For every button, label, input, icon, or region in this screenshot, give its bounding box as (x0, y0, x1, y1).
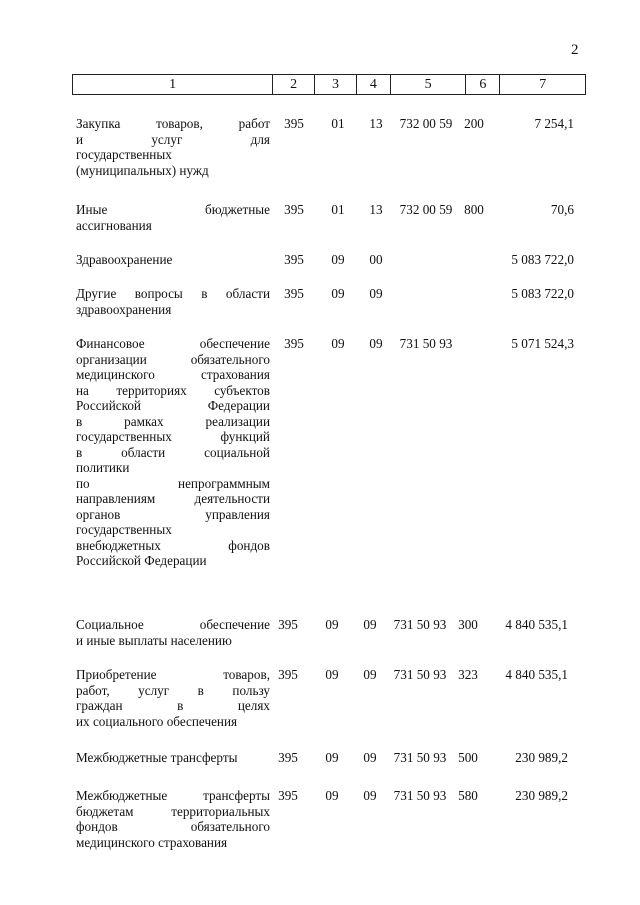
row-description (76, 617, 270, 648)
description-line: на территориях субъектов (76, 382, 270, 398)
description-line: и услуг для (76, 131, 270, 147)
cell-c4: 09 (363, 788, 377, 803)
description-line: Закупка товаров, работ (76, 116, 270, 131)
description-line: Приобретение товаров, (76, 667, 270, 682)
cell-c3: 09 (331, 286, 345, 301)
description-line: (муниципальных) нужд (76, 162, 209, 178)
header-col-1: 1 (73, 75, 273, 94)
description-line: их социального обеспечения (76, 713, 238, 729)
cell-c3: 09 (331, 252, 345, 267)
table-header (72, 74, 586, 95)
description-line: по непрограммным (76, 475, 270, 491)
cell-c4: 09 (369, 336, 383, 351)
cell-c4: 00 (369, 252, 383, 267)
cell-c6: 500 (458, 750, 478, 765)
cell-c7: 230 989,2 (515, 750, 568, 765)
header-col-3: 3 (315, 75, 357, 94)
cell-c6: 300 (458, 617, 478, 632)
header-col-5: 5 (391, 75, 467, 94)
row-description (76, 336, 270, 569)
cell-c2: 395 (278, 788, 298, 803)
description-line: медицинского страхования (76, 367, 270, 382)
description-line: Межбюджетные трансферты (76, 750, 238, 765)
row-description (76, 202, 270, 233)
description-line: органов управления (76, 506, 270, 522)
cell-c7: 70,6 (550, 202, 574, 217)
description-line: Иные бюджетные (76, 202, 270, 217)
description-line: Социальное обеспечение (76, 617, 270, 632)
cell-c5: 731 50 93 (393, 667, 447, 682)
cell-c5: 731 50 93 (399, 336, 453, 351)
description-line: Финансовое обеспечение (76, 336, 270, 351)
cell-c5: 731 50 93 (393, 617, 447, 632)
cell-c7: 230 989,2 (515, 788, 568, 803)
cell-c3: 01 (331, 202, 345, 217)
cell-c5: 731 50 93 (393, 788, 447, 803)
description-line: работ, услуг в пользу (76, 682, 270, 698)
cell-c2: 395 (278, 667, 298, 682)
description-line: медицинского страхования (76, 834, 228, 850)
description-line: Российской Федерации (76, 398, 270, 413)
cell-c2: 395 (284, 286, 304, 301)
cell-c7: 7 254,1 (534, 116, 574, 131)
cell-c2: 395 (284, 252, 304, 267)
cell-c3: 09 (331, 336, 345, 351)
cell-c3: 09 (325, 788, 339, 803)
cell-c7: 5 071 524,3 (511, 336, 574, 351)
cell-c7: 5 083 722,0 (511, 252, 574, 267)
cell-c7: 4 840 535,1 (505, 617, 568, 632)
cell-c4: 13 (369, 202, 383, 217)
description-line: Межбюджетные трансферты (76, 788, 270, 803)
header-col-4: 4 (357, 75, 391, 94)
cell-c6: 800 (464, 202, 484, 217)
cell-c2: 395 (284, 336, 304, 351)
cell-c6: 580 (458, 788, 478, 803)
description-line: внебюджетных фондов (76, 537, 270, 553)
cell-c6: 200 (464, 116, 484, 131)
description-line: организации обязательного (76, 351, 270, 367)
cell-c4: 09 (363, 750, 377, 765)
description-line: в области социальной (76, 444, 270, 460)
cell-c2: 395 (284, 116, 304, 131)
cell-c4: 09 (369, 286, 383, 301)
cell-c7: 4 840 535,1 (505, 667, 568, 682)
page-number: 2 (571, 42, 579, 58)
description-line: Другие вопросы в области (76, 286, 270, 301)
description-line: Здравоохранение (76, 252, 173, 267)
description-line: государственных (76, 522, 172, 537)
cell-c5: 731 50 93 (393, 750, 447, 765)
cell-c3: 09 (325, 667, 339, 682)
description-line: граждан в целях (76, 698, 270, 713)
description-line: направлениям деятельности (76, 491, 270, 506)
row-description (76, 788, 270, 850)
cell-c2: 395 (278, 617, 298, 632)
cell-c3: 01 (331, 116, 345, 131)
description-line: фондов обязательного (76, 819, 270, 834)
cell-c7: 5 083 722,0 (511, 286, 574, 301)
description-line: политики (76, 460, 130, 475)
description-line: здравоохранения (76, 301, 172, 317)
description-line: Российской Федерации (76, 553, 207, 568)
cell-c4: 13 (369, 116, 383, 131)
description-line: бюджетам территориальных (76, 803, 270, 819)
cell-c2: 395 (278, 750, 298, 765)
cell-c3: 09 (325, 750, 339, 765)
cell-c3: 09 (325, 617, 339, 632)
row-description (76, 252, 270, 268)
row-description (76, 667, 270, 729)
cell-c5: 732 00 59 (399, 116, 453, 131)
header-col-2: 2 (273, 75, 315, 94)
cell-c4: 09 (363, 617, 377, 632)
cell-c2: 395 (284, 202, 304, 217)
row-description (76, 750, 270, 766)
description-line: в рамках реализации (76, 413, 270, 429)
cell-c6: 323 (458, 667, 478, 682)
description-line: и иные выплаты населению (76, 632, 232, 648)
cell-c4: 09 (363, 667, 377, 682)
header-col-7: 7 (539, 76, 547, 92)
description-line: ассигнования (76, 217, 152, 233)
row-description (76, 286, 270, 317)
cell-c5: 732 00 59 (399, 202, 453, 217)
row-description (76, 116, 270, 178)
header-col-6: 6 (466, 75, 500, 94)
description-line: государственных (76, 147, 172, 162)
description-line: государственных функций (76, 429, 270, 444)
